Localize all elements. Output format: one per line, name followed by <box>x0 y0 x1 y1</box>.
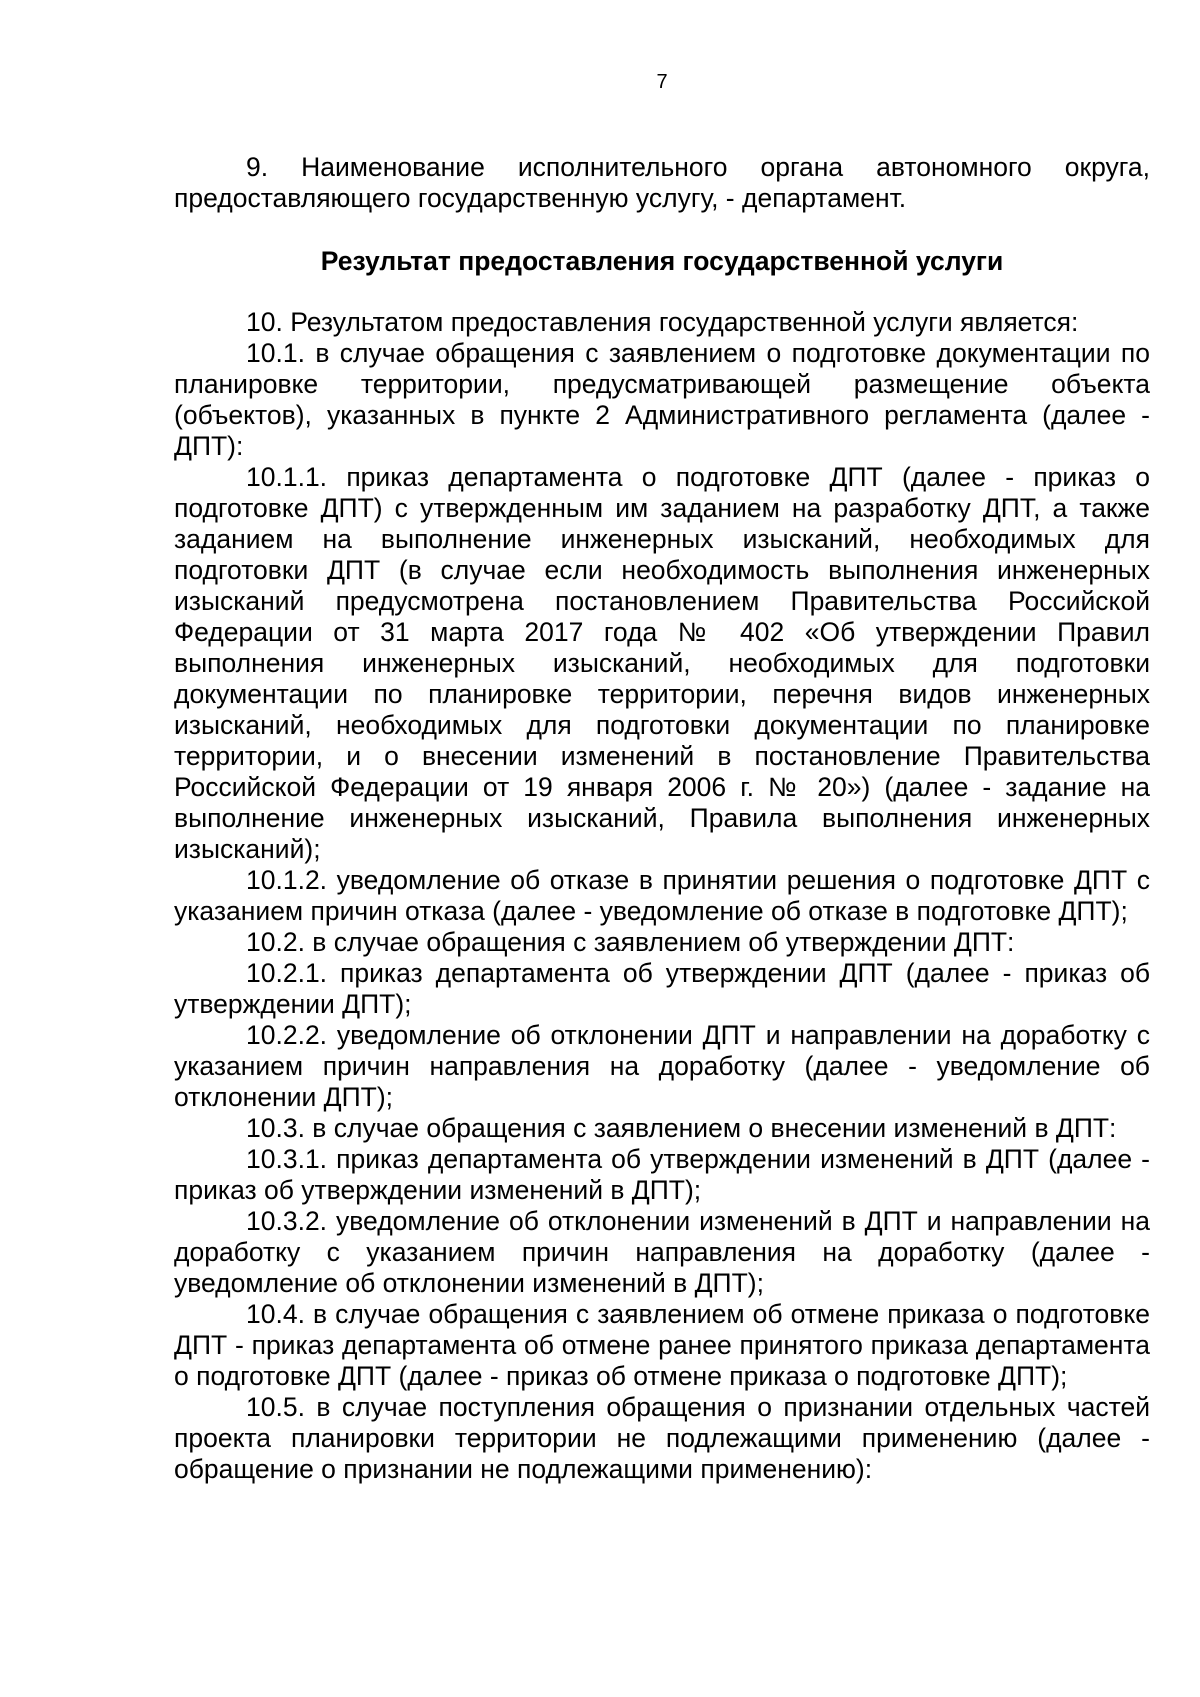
paragraph-10-2-1: 10.2.1. приказ департамента об утверждении ДПТ (далее - приказ об утверждении ДПТ); <box>174 958 1150 1019</box>
paragraph-10-2: 10.2. в случае обращения с заявлением об утверждении ДПТ: <box>246 927 1015 957</box>
section-heading: Результат предоставления государственной услуги <box>320 246 1004 276</box>
paragraph-10-1-2: 10.1.2. уведомление об отказе в принятии решения о подготовке ДПТ с указанием причин отказа (далее - уведомление об отказе в подготовке ДПТ); <box>174 865 1150 926</box>
paragraph-10: 10. Результатом предоставления государственной услуги является: <box>246 307 1079 337</box>
paragraph-10-3-1: 10.3.1. приказ департамента об утверждении изменений в ДПТ (далее - приказ об утверждении изменений в ДПТ); <box>174 1144 1150 1205</box>
paragraph-10-2-2: 10.2.2. уведомление об отклонении ДПТ и направлении на доработку с указанием причин направления на доработку (далее - уведомление об отклонении ДПТ); <box>174 1020 1150 1112</box>
page-number: 7 <box>656 71 668 93</box>
paragraph-10-4: 10.4. в случае обращения с заявлением об отмене приказа о подготовке ДПТ - приказ департамента об отмене ранее принятого приказа департамента о подготовке ДПТ (далее - приказ об отмене приказа о подготовке ДПТ); <box>174 1299 1150 1391</box>
section-intro <box>174 152 1150 214</box>
paragraph-10-1-1: 10.1.1. приказ департамента о подготовке ДПТ (далее - приказ о подготовке ДПТ) с утвержденным им заданием на разработку ДПТ, а также заданием на выполнение инженерных изысканий, необходимых для подготовки ДПТ (в случае если необходимость выполнения инженерных изысканий предусмотрена постановлением Правительства Российской Федерации от 31 марта 2017 года № 402 «Об утверждении Правил выполнения инженерных изысканий, необходимых для подготовки документации по планировке территории, перечня видов инженерных изысканий, необходимых для подготовки документации по планировке территории, и о внесении изменений в постановление Правительства Российской Федерации от 19 января 2006 г. № 20») (далее - задание на выполнение инженерных изысканий, Правила выполнения инженерных изысканий); <box>174 462 1150 864</box>
paragraph-10-1: 10.1. в случае обращения с заявлением о подготовке документации по планировке территории, предусматривающей размещение объекта (объектов), указанных в пункте 2 Административного регламента (далее - ДПТ): <box>174 338 1150 461</box>
paragraph-10-3: 10.3. в случае обращения с заявлением о внесении изменений в ДПТ: <box>246 1113 1117 1143</box>
paragraph-10-3-2: 10.3.2. уведомление об отклонении изменений в ДПТ и направлении на доработку с указанием причин направления на доработку (далее - уведомление об отклонении изменений в ДПТ); <box>174 1206 1150 1298</box>
paragraph-10-5: 10.5. в случае поступления обращения о признании отдельных частей проекта планировки территории не подлежащими применению (далее - обращение о признании не подлежащими применению): <box>174 1392 1150 1484</box>
section-body <box>174 307 1150 1485</box>
paragraph-9: 9. Наименование исполнительного органа автономного округа, предоставляющего государственную услугу, - департамент. <box>174 152 1150 213</box>
